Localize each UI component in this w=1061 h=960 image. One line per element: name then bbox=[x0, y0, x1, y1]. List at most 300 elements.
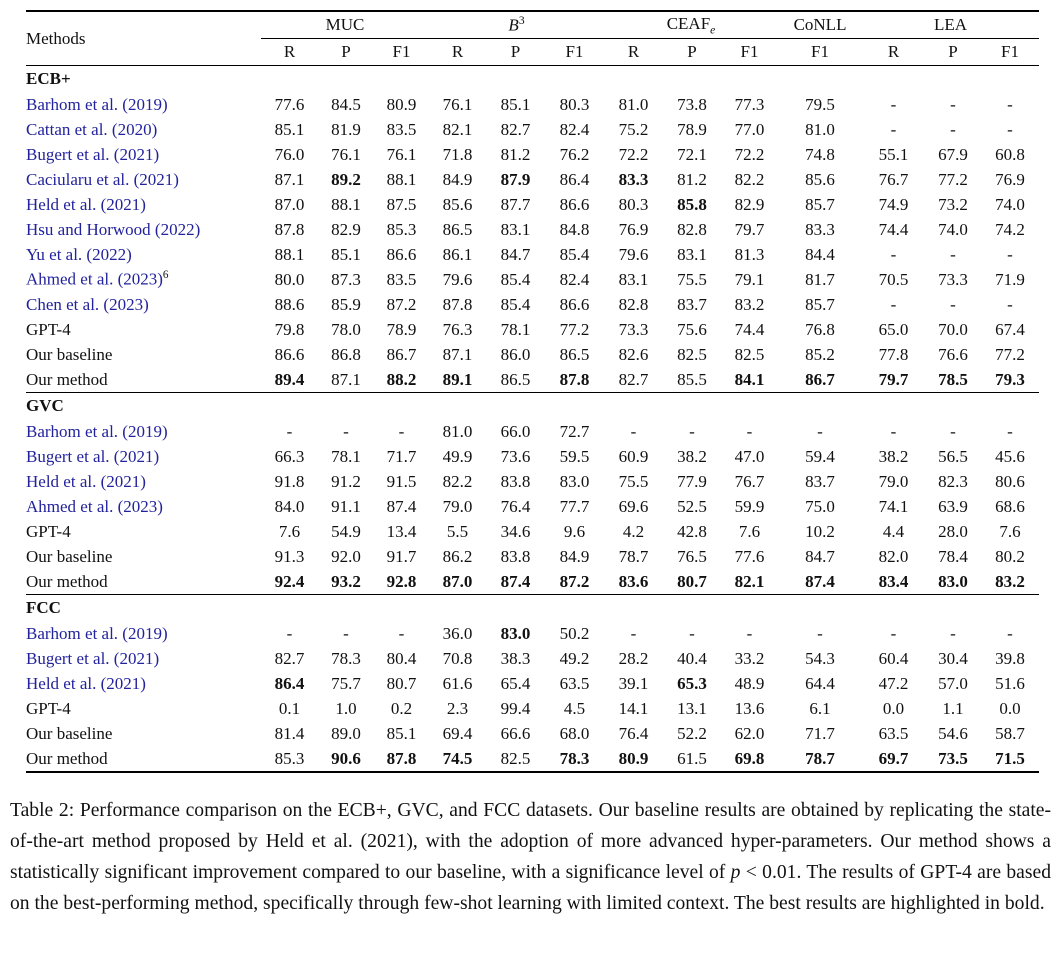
value-cell: - bbox=[1007, 294, 1013, 314]
metric-header-ceafe-p: P bbox=[663, 39, 721, 66]
value-cell: 85.4 bbox=[500, 294, 531, 314]
value-cell: 75.2 bbox=[618, 119, 649, 139]
citation-link[interactable]: Yu et al. (2022) bbox=[26, 244, 132, 264]
citation-link[interactable]: Caciularu et al. (2021) bbox=[26, 169, 179, 189]
value-cell: 45.6 bbox=[995, 446, 1025, 466]
value-cell: 80.3 bbox=[559, 94, 590, 114]
value-cell: 82.7 bbox=[618, 369, 649, 389]
method-cell bbox=[26, 267, 261, 292]
value-cell: 66.6 bbox=[500, 723, 531, 743]
value-cell: 82.9 bbox=[734, 194, 765, 214]
citation-link[interactable]: Bugert et al. (2021) bbox=[26, 144, 160, 164]
value-cell: - bbox=[890, 623, 897, 643]
value-cell: - bbox=[286, 623, 293, 643]
table-row bbox=[26, 92, 1039, 117]
method-cell bbox=[26, 142, 261, 167]
value-cell: - bbox=[1007, 421, 1013, 441]
value-cell: 77.2 bbox=[995, 344, 1025, 364]
value-cell: 78.0 bbox=[331, 319, 361, 339]
value-cell: 83.8 bbox=[500, 471, 531, 491]
value-cell: - bbox=[1007, 94, 1013, 114]
value-cell: 82.1 bbox=[734, 571, 765, 591]
table-row bbox=[26, 544, 1039, 569]
value-cell: 86.6 bbox=[386, 244, 417, 264]
value-cell: 87.1 bbox=[331, 369, 361, 389]
value-cell: 82.7 bbox=[500, 119, 531, 139]
value-cell: 86.8 bbox=[331, 344, 361, 364]
value-cell: 0.0 bbox=[882, 698, 905, 718]
value-cell: 68.6 bbox=[995, 496, 1025, 516]
value-cell: 85.7 bbox=[805, 194, 835, 214]
value-cell: 84.8 bbox=[559, 219, 590, 239]
value-cell: 88.6 bbox=[274, 294, 305, 314]
value-cell: 82.7 bbox=[274, 648, 305, 668]
value-cell: 5.5 bbox=[446, 521, 469, 541]
citation-link[interactable]: Barhom et al. (2019) bbox=[26, 623, 168, 643]
value-cell: 63.9 bbox=[938, 496, 968, 516]
value-cell: 0.2 bbox=[390, 698, 413, 718]
method-cell bbox=[26, 419, 261, 444]
value-cell: 76.1 bbox=[386, 144, 417, 164]
value-cell: 71.7 bbox=[386, 446, 417, 466]
value-cell: 78.1 bbox=[331, 446, 361, 466]
method-cell bbox=[26, 746, 261, 772]
value-cell: 65.0 bbox=[878, 319, 909, 339]
citation-link[interactable]: Bugert et al. (2021) bbox=[26, 446, 160, 466]
value-cell: - bbox=[746, 623, 753, 643]
citation-link[interactable]: Barhom et al. (2019) bbox=[26, 421, 168, 441]
table-row bbox=[26, 142, 1039, 167]
value-cell: 74.0 bbox=[995, 194, 1025, 214]
table-row bbox=[26, 696, 1039, 721]
method-cell bbox=[26, 117, 261, 142]
value-cell: 79.5 bbox=[805, 94, 835, 114]
value-cell: 76.1 bbox=[331, 144, 361, 164]
value-cell: 73.3 bbox=[938, 269, 968, 289]
table-row bbox=[26, 419, 1039, 444]
methods-column-header: Methods bbox=[26, 11, 261, 66]
method-name: Our baseline bbox=[26, 723, 113, 743]
value-cell: 77.3 bbox=[734, 94, 765, 114]
value-cell: 85.9 bbox=[331, 294, 361, 314]
value-cell: 99.4 bbox=[500, 698, 531, 718]
value-cell: 50.2 bbox=[559, 623, 590, 643]
metric-header-lea-p: P bbox=[925, 39, 981, 66]
value-cell: 54.6 bbox=[938, 723, 968, 743]
value-cell: 10.2 bbox=[805, 521, 835, 541]
value-cell: 84.9 bbox=[559, 546, 590, 566]
method-cell bbox=[26, 494, 261, 519]
value-cell: 69.4 bbox=[442, 723, 473, 743]
method-cell bbox=[26, 444, 261, 469]
table-row bbox=[26, 746, 1039, 772]
value-cell: 92.8 bbox=[386, 571, 417, 591]
value-cell: 73.3 bbox=[618, 319, 649, 339]
value-cell: 87.5 bbox=[386, 194, 417, 214]
value-cell: - bbox=[1007, 623, 1013, 643]
value-cell: 85.4 bbox=[500, 269, 531, 289]
value-cell: 56.5 bbox=[938, 446, 968, 466]
value-cell: 92.0 bbox=[331, 546, 361, 566]
value-cell: 0.0 bbox=[999, 698, 1021, 718]
citation-link[interactable]: Ahmed et al. (2023) bbox=[26, 496, 163, 516]
citation-link[interactable]: Held et al. (2021) bbox=[26, 673, 146, 693]
method-cell bbox=[26, 242, 261, 267]
value-cell: 91.1 bbox=[331, 496, 361, 516]
value-cell: 78.7 bbox=[805, 748, 835, 768]
metric-header-muc-p: P bbox=[318, 39, 374, 66]
value-cell: - bbox=[630, 623, 637, 643]
metric-header-b3-r: R bbox=[429, 39, 486, 66]
value-cell: 71.7 bbox=[805, 723, 835, 743]
value-cell: 88.1 bbox=[274, 244, 305, 264]
value-cell: 85.1 bbox=[331, 244, 361, 264]
value-cell: 84.4 bbox=[805, 244, 835, 264]
value-cell: 86.7 bbox=[386, 344, 417, 364]
value-cell: 47.2 bbox=[878, 673, 909, 693]
value-cell: 9.6 bbox=[563, 521, 586, 541]
value-cell: 91.8 bbox=[274, 471, 305, 491]
value-cell: 77.0 bbox=[734, 119, 765, 139]
value-cell: 91.7 bbox=[386, 546, 417, 566]
value-cell: 75.6 bbox=[677, 319, 707, 339]
table-row bbox=[26, 342, 1039, 367]
table-body bbox=[26, 66, 1039, 773]
value-cell: 85.4 bbox=[559, 244, 590, 264]
value-cell: - bbox=[1007, 119, 1013, 139]
value-cell: 76.6 bbox=[938, 344, 968, 364]
value-cell: 13.6 bbox=[734, 698, 765, 718]
value-cell: 69.7 bbox=[878, 748, 909, 768]
value-cell: 72.2 bbox=[618, 144, 649, 164]
method-cell bbox=[26, 167, 261, 192]
value-cell: 76.8 bbox=[805, 319, 835, 339]
table-row bbox=[26, 569, 1039, 595]
value-cell: 67.4 bbox=[995, 319, 1025, 339]
value-cell: 65.4 bbox=[500, 673, 531, 693]
value-cell: 86.7 bbox=[805, 369, 835, 389]
value-cell: 54.9 bbox=[331, 521, 361, 541]
value-cell: 89.2 bbox=[331, 169, 361, 189]
table-row bbox=[26, 721, 1039, 746]
value-cell: 87.2 bbox=[386, 294, 417, 314]
value-cell: 1.1 bbox=[942, 698, 964, 718]
value-cell: 77.2 bbox=[559, 319, 590, 339]
value-cell: 80.9 bbox=[386, 94, 417, 114]
value-cell: 81.2 bbox=[500, 144, 531, 164]
section-row-fcc bbox=[26, 595, 1039, 622]
value-cell: 74.1 bbox=[878, 496, 909, 516]
value-cell: 82.5 bbox=[500, 748, 531, 768]
table-row bbox=[26, 192, 1039, 217]
value-cell: 76.2 bbox=[559, 144, 590, 164]
citation-link[interactable]: Cattan et al. (2020) bbox=[26, 119, 158, 139]
value-cell: 88.1 bbox=[331, 194, 361, 214]
value-cell: 63.5 bbox=[559, 673, 590, 693]
table-row bbox=[26, 267, 1039, 292]
value-cell: 86.6 bbox=[559, 294, 590, 314]
value-cell: 82.2 bbox=[734, 169, 765, 189]
value-cell: 51.6 bbox=[995, 673, 1025, 693]
value-cell: 7.6 bbox=[738, 521, 761, 541]
value-cell: - bbox=[890, 119, 897, 139]
value-cell: 82.2 bbox=[442, 471, 473, 491]
value-cell: 59.5 bbox=[559, 446, 590, 466]
group-header-conll: CoNLL bbox=[778, 11, 862, 39]
value-cell: 77.2 bbox=[938, 169, 968, 189]
table-row bbox=[26, 494, 1039, 519]
value-cell: 38.2 bbox=[677, 446, 707, 466]
value-cell: 74.2 bbox=[995, 219, 1025, 239]
value-cell: 76.7 bbox=[878, 169, 909, 189]
value-cell: 93.2 bbox=[331, 571, 361, 591]
value-cell: 67.9 bbox=[938, 144, 968, 164]
value-cell: 82.8 bbox=[618, 294, 649, 314]
value-cell: - bbox=[1007, 244, 1013, 264]
value-cell: 65.3 bbox=[677, 673, 707, 693]
citation-link[interactable]: Held et al. (2021) bbox=[26, 471, 146, 491]
value-cell: 85.5 bbox=[677, 369, 707, 389]
value-cell: 85.3 bbox=[274, 748, 305, 768]
value-cell: 76.3 bbox=[442, 319, 473, 339]
value-cell: 78.9 bbox=[677, 119, 707, 139]
metric-header-muc-f1: F1 bbox=[374, 39, 429, 66]
value-cell: 66.0 bbox=[500, 421, 531, 441]
value-cell: 4.2 bbox=[622, 521, 645, 541]
value-cell: 83.7 bbox=[805, 471, 835, 491]
value-cell: 86.5 bbox=[500, 369, 531, 389]
value-cell: - bbox=[398, 421, 405, 441]
value-cell: 55.1 bbox=[878, 144, 909, 164]
table-caption bbox=[10, 795, 1051, 919]
citation-link[interactable]: Hsu and Horwood (2022) bbox=[26, 219, 201, 239]
value-cell: 79.6 bbox=[442, 269, 473, 289]
value-cell: - bbox=[689, 421, 695, 441]
value-cell: 87.2 bbox=[559, 571, 590, 591]
value-cell: 78.5 bbox=[938, 369, 968, 389]
metric-header-lea-r: R bbox=[862, 39, 925, 66]
value-cell: 81.0 bbox=[618, 94, 649, 114]
value-cell: 87.4 bbox=[386, 496, 417, 516]
value-cell: 76.9 bbox=[618, 219, 649, 239]
value-cell: 47.0 bbox=[734, 446, 765, 466]
value-cell: 89.1 bbox=[442, 369, 473, 389]
metric-header-b3-f1: F1 bbox=[545, 39, 604, 66]
value-cell: 2.3 bbox=[446, 698, 469, 718]
value-cell: 87.4 bbox=[805, 571, 835, 591]
value-cell: 59.9 bbox=[734, 496, 765, 516]
value-cell: 74.0 bbox=[938, 219, 968, 239]
method-cell bbox=[26, 367, 261, 393]
value-cell: 87.9 bbox=[500, 169, 531, 189]
value-cell: 69.6 bbox=[618, 496, 649, 516]
value-cell: 74.8 bbox=[805, 144, 835, 164]
citation-link[interactable]: Barhom et al. (2019) bbox=[26, 94, 168, 114]
value-cell: 79.8 bbox=[274, 319, 305, 339]
value-cell: 92.4 bbox=[274, 571, 305, 591]
value-cell: 84.5 bbox=[331, 94, 361, 114]
value-cell: 76.1 bbox=[442, 94, 473, 114]
value-cell: 78.4 bbox=[938, 546, 968, 566]
value-cell: 70.5 bbox=[878, 269, 909, 289]
metric-header-lea-f1: F1 bbox=[981, 39, 1039, 66]
value-cell: - bbox=[817, 421, 823, 441]
value-cell: 30.4 bbox=[938, 648, 968, 668]
value-cell: 86.6 bbox=[559, 194, 590, 214]
value-cell: 83.0 bbox=[500, 623, 531, 643]
value-cell: 91.2 bbox=[331, 471, 361, 491]
value-cell: 85.1 bbox=[500, 94, 531, 114]
value-cell: - bbox=[286, 421, 293, 441]
value-cell: 74.4 bbox=[734, 319, 765, 339]
table-row bbox=[26, 671, 1039, 696]
value-cell: 76.0 bbox=[274, 144, 305, 164]
method-cell bbox=[26, 92, 261, 117]
value-cell: 83.3 bbox=[805, 219, 835, 239]
table-row bbox=[26, 317, 1039, 342]
value-cell: 82.4 bbox=[559, 269, 590, 289]
value-cell: 79.3 bbox=[995, 369, 1025, 389]
value-cell: 79.0 bbox=[878, 471, 909, 491]
value-cell: - bbox=[689, 623, 695, 643]
table-row bbox=[26, 444, 1039, 469]
citation-link[interactable]: Chen et al. (2023) bbox=[26, 294, 149, 314]
value-cell: 80.6 bbox=[995, 471, 1025, 491]
value-cell: 28.0 bbox=[938, 521, 968, 541]
value-cell: 34.6 bbox=[500, 521, 531, 541]
value-cell: 90.6 bbox=[331, 748, 361, 768]
value-cell: 74.4 bbox=[878, 219, 909, 239]
group-header-lea: LEA bbox=[862, 11, 1039, 39]
value-cell: 76.4 bbox=[500, 496, 531, 516]
value-cell: 69.8 bbox=[734, 748, 765, 768]
value-cell: 82.4 bbox=[559, 119, 590, 139]
value-cell: 75.0 bbox=[805, 496, 835, 516]
value-cell: 75.5 bbox=[618, 471, 649, 491]
value-cell: 64.4 bbox=[805, 673, 835, 693]
value-cell: 49.2 bbox=[559, 648, 590, 668]
value-cell: - bbox=[817, 623, 823, 643]
metric-header-ceafe-f1: F1 bbox=[721, 39, 778, 66]
value-cell: 87.1 bbox=[274, 169, 305, 189]
value-cell: - bbox=[950, 119, 956, 139]
value-cell: 79.0 bbox=[442, 496, 473, 516]
value-cell: 63.5 bbox=[878, 723, 909, 743]
value-cell: 83.1 bbox=[500, 219, 531, 239]
value-cell: 83.7 bbox=[677, 294, 707, 314]
value-cell: 71.9 bbox=[995, 269, 1025, 289]
value-cell: 48.9 bbox=[734, 673, 765, 693]
value-cell: - bbox=[950, 94, 956, 114]
method-name: Our method bbox=[26, 369, 108, 389]
value-cell: 82.0 bbox=[878, 546, 909, 566]
section-row-gvc bbox=[26, 393, 1039, 420]
results-table bbox=[26, 10, 1039, 773]
value-cell: 91.3 bbox=[274, 546, 305, 566]
value-cell: 83.0 bbox=[559, 471, 590, 491]
caption-text-after-p: < 0.01. The results of GPT-4 are based on the best-performing method, specifically through few-shot learning with limited context. The best results are highlighted in bold. bbox=[10, 862, 1051, 914]
value-cell: 76.4 bbox=[618, 723, 649, 743]
value-cell: - bbox=[398, 623, 405, 643]
value-cell: 73.2 bbox=[938, 194, 968, 214]
value-cell: 36.0 bbox=[442, 623, 473, 643]
value-cell: 39.8 bbox=[995, 648, 1025, 668]
metric-header-ceafe-r: R bbox=[604, 39, 663, 66]
value-cell: 80.7 bbox=[386, 673, 417, 693]
method-cell bbox=[26, 217, 261, 242]
value-cell: 78.7 bbox=[618, 546, 649, 566]
value-cell: 81.0 bbox=[805, 119, 835, 139]
value-cell: 86.1 bbox=[442, 244, 473, 264]
value-cell: 38.3 bbox=[500, 648, 531, 668]
value-cell: 91.5 bbox=[386, 471, 417, 491]
value-cell: 80.4 bbox=[386, 648, 417, 668]
value-cell: 85.1 bbox=[386, 723, 417, 743]
value-cell: 82.1 bbox=[442, 119, 473, 139]
section-header-fcc: FCC bbox=[26, 595, 1039, 622]
table-row bbox=[26, 167, 1039, 192]
value-cell: 82.5 bbox=[734, 344, 765, 364]
value-cell: 77.8 bbox=[878, 344, 909, 364]
value-cell: 77.7 bbox=[559, 496, 590, 516]
table-row bbox=[26, 469, 1039, 494]
value-cell: 78.9 bbox=[386, 319, 417, 339]
method-cell bbox=[26, 696, 261, 721]
value-cell: 83.5 bbox=[386, 119, 417, 139]
value-cell: 78.3 bbox=[331, 648, 361, 668]
value-cell: 85.1 bbox=[274, 119, 305, 139]
table-row bbox=[26, 519, 1039, 544]
value-cell: 68.0 bbox=[559, 723, 590, 743]
value-cell: 14.1 bbox=[618, 698, 649, 718]
value-cell: 72.1 bbox=[677, 144, 707, 164]
method-cell bbox=[26, 519, 261, 544]
value-cell: 13.4 bbox=[386, 521, 417, 541]
table-row bbox=[26, 242, 1039, 267]
value-cell: 40.4 bbox=[677, 648, 707, 668]
value-cell: 87.0 bbox=[442, 571, 473, 591]
citation-link[interactable]: Held et al. (2021) bbox=[26, 194, 146, 214]
value-cell: 85.2 bbox=[805, 344, 835, 364]
value-cell: 85.8 bbox=[677, 194, 707, 214]
value-cell: 88.2 bbox=[386, 369, 417, 389]
value-cell: 60.4 bbox=[878, 648, 909, 668]
value-cell: - bbox=[343, 623, 349, 643]
value-cell: 86.5 bbox=[442, 219, 473, 239]
value-cell: 70.8 bbox=[442, 648, 473, 668]
citation-link[interactable]: Bugert et al. (2021) bbox=[26, 648, 160, 668]
value-cell: 79.7 bbox=[878, 369, 909, 389]
value-cell: 84.7 bbox=[805, 546, 835, 566]
value-cell: 87.3 bbox=[331, 269, 361, 289]
value-cell: 88.1 bbox=[386, 169, 417, 189]
method-cell bbox=[26, 317, 261, 342]
value-cell: - bbox=[890, 421, 897, 441]
value-cell: 85.7 bbox=[805, 294, 835, 314]
value-cell: 86.0 bbox=[500, 344, 531, 364]
value-cell: 62.0 bbox=[734, 723, 765, 743]
value-cell: 87.8 bbox=[274, 219, 305, 239]
value-cell: 73.5 bbox=[938, 748, 968, 768]
value-cell: 81.9 bbox=[331, 119, 361, 139]
citation-link[interactable]: Ahmed et al. (2023) bbox=[26, 269, 163, 289]
value-cell: 82.9 bbox=[331, 219, 361, 239]
value-cell: 85.6 bbox=[805, 169, 835, 189]
value-cell: - bbox=[950, 244, 956, 264]
method-name: Our baseline bbox=[26, 344, 113, 364]
value-cell: 83.1 bbox=[677, 244, 707, 264]
table-row bbox=[26, 117, 1039, 142]
